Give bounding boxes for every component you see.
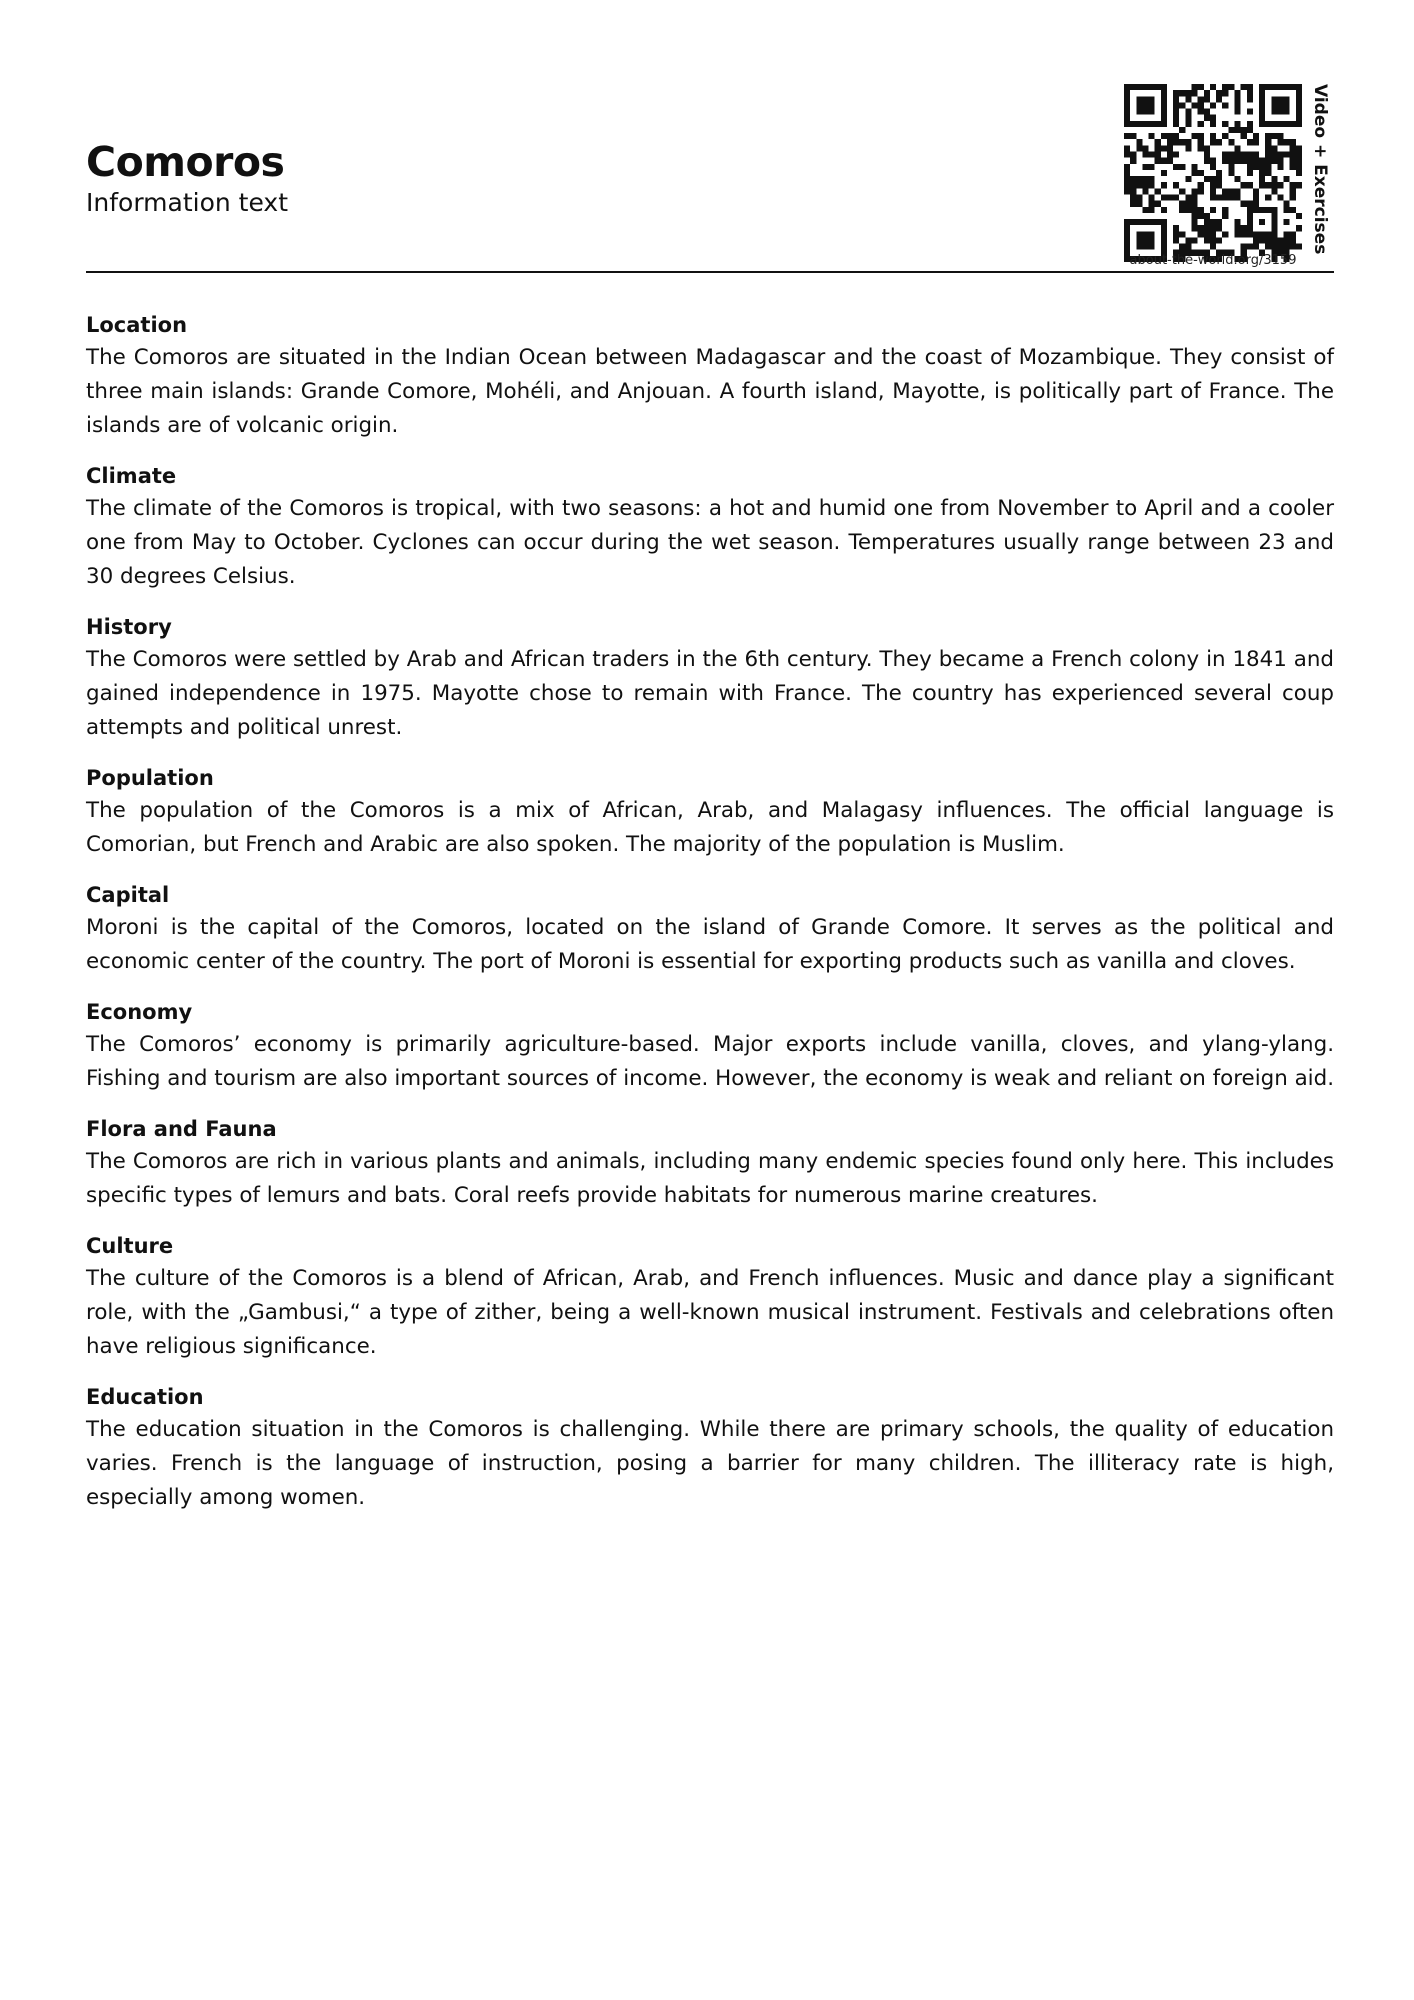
section-heading: Population [86,766,214,790]
section-text: The population of the Comoros is a mix of African, Arab, and Malagasy influences. The official language is Comorian, but French and Arabic are also spoken. The majority of the population is Muslim. [86,798,1334,857]
header-divider [86,271,1334,273]
section-heading: History [86,615,172,639]
section-heading: Culture [86,1234,174,1258]
section-heading: Capital [86,883,170,907]
document-header [86,138,288,220]
section-climate [86,460,1334,594]
page-title: Comoros [86,138,285,186]
video-exercises-label: Video + Exercises [1310,84,1330,255]
section-text: The Comoros are situated in the Indian Ocean between Madagascar and the coast of Mozambique. They consist of three main islands: Grande Comore, Mohéli, and Anjouan. A fourth island, Mayotte, is politically part of France. The islands are of volcanic origin. [86,345,1334,438]
section-text: The culture of the Comoros is a blend of African, Arab, and French influences. Music and dance play a significant role, with the „Gambusi,“ a type of zither, being a well-known musical instrument. Festivals and celebrations often have religious significance. [86,1266,1334,1359]
section-text: Moroni is the capital of the Comoros, located on the island of Grande Comore. It serves as the political and economic center of the country. The port of Moroni is essential for exporting products such as vanilla and cloves. [86,915,1334,974]
document-body [86,309,1334,1532]
page-subtitle: Information text [86,188,289,217]
qr-code-icon[interactable] [1124,84,1302,262]
section-text: The climate of the Comoros is tropical, with two seasons: a hot and humid one from November to April and a cooler one from May to October. Cyclones can occur during the wet season. Temperatures usually range between 23 and 30 degrees Celsius. [86,496,1334,589]
section-culture [86,1230,1334,1364]
section-heading: Flora and Fauna [86,1117,277,1141]
section-flora-fauna [86,1113,1334,1213]
section-heading: Location [86,313,188,337]
section-population [86,762,1334,862]
qr-url-link[interactable]: about-the-world.org/3159 [1129,253,1297,268]
section-heading: Economy [86,1000,193,1024]
section-text: The Comoros’ economy is primarily agriculture-based. Major exports include vanilla, cloves, and ylang-ylang. Fishing and tourism are also important sources of income. However, the economy is weak and reliant on foreign aid. [86,1032,1334,1091]
section-location [86,309,1334,443]
qr-code-graphic [1124,84,1302,262]
section-text: The education situation in the Comoros is challenging. While there are primary schools, the quality of education varies. French is the language of instruction, posing a barrier for many children. The illiteracy rate is high, especially among women. [86,1417,1334,1510]
section-capital [86,879,1334,979]
section-heading: Climate [86,464,177,488]
section-text: The Comoros were settled by Arab and African traders in the 6th century. They became a French colony in 1841 and gained independence in 1975. Mayotte chose to remain with France. The country has experienced several coup attempts and political unrest. [86,647,1334,740]
section-education [86,1381,1334,1515]
section-economy [86,996,1334,1096]
section-text: The Comoros are rich in various plants and animals, including many endemic species found only here. This includes specific types of lemurs and bats. Coral reefs provide habitats for numerous marine creatures. [86,1149,1334,1208]
section-history [86,611,1334,745]
section-heading: Education [86,1385,204,1409]
